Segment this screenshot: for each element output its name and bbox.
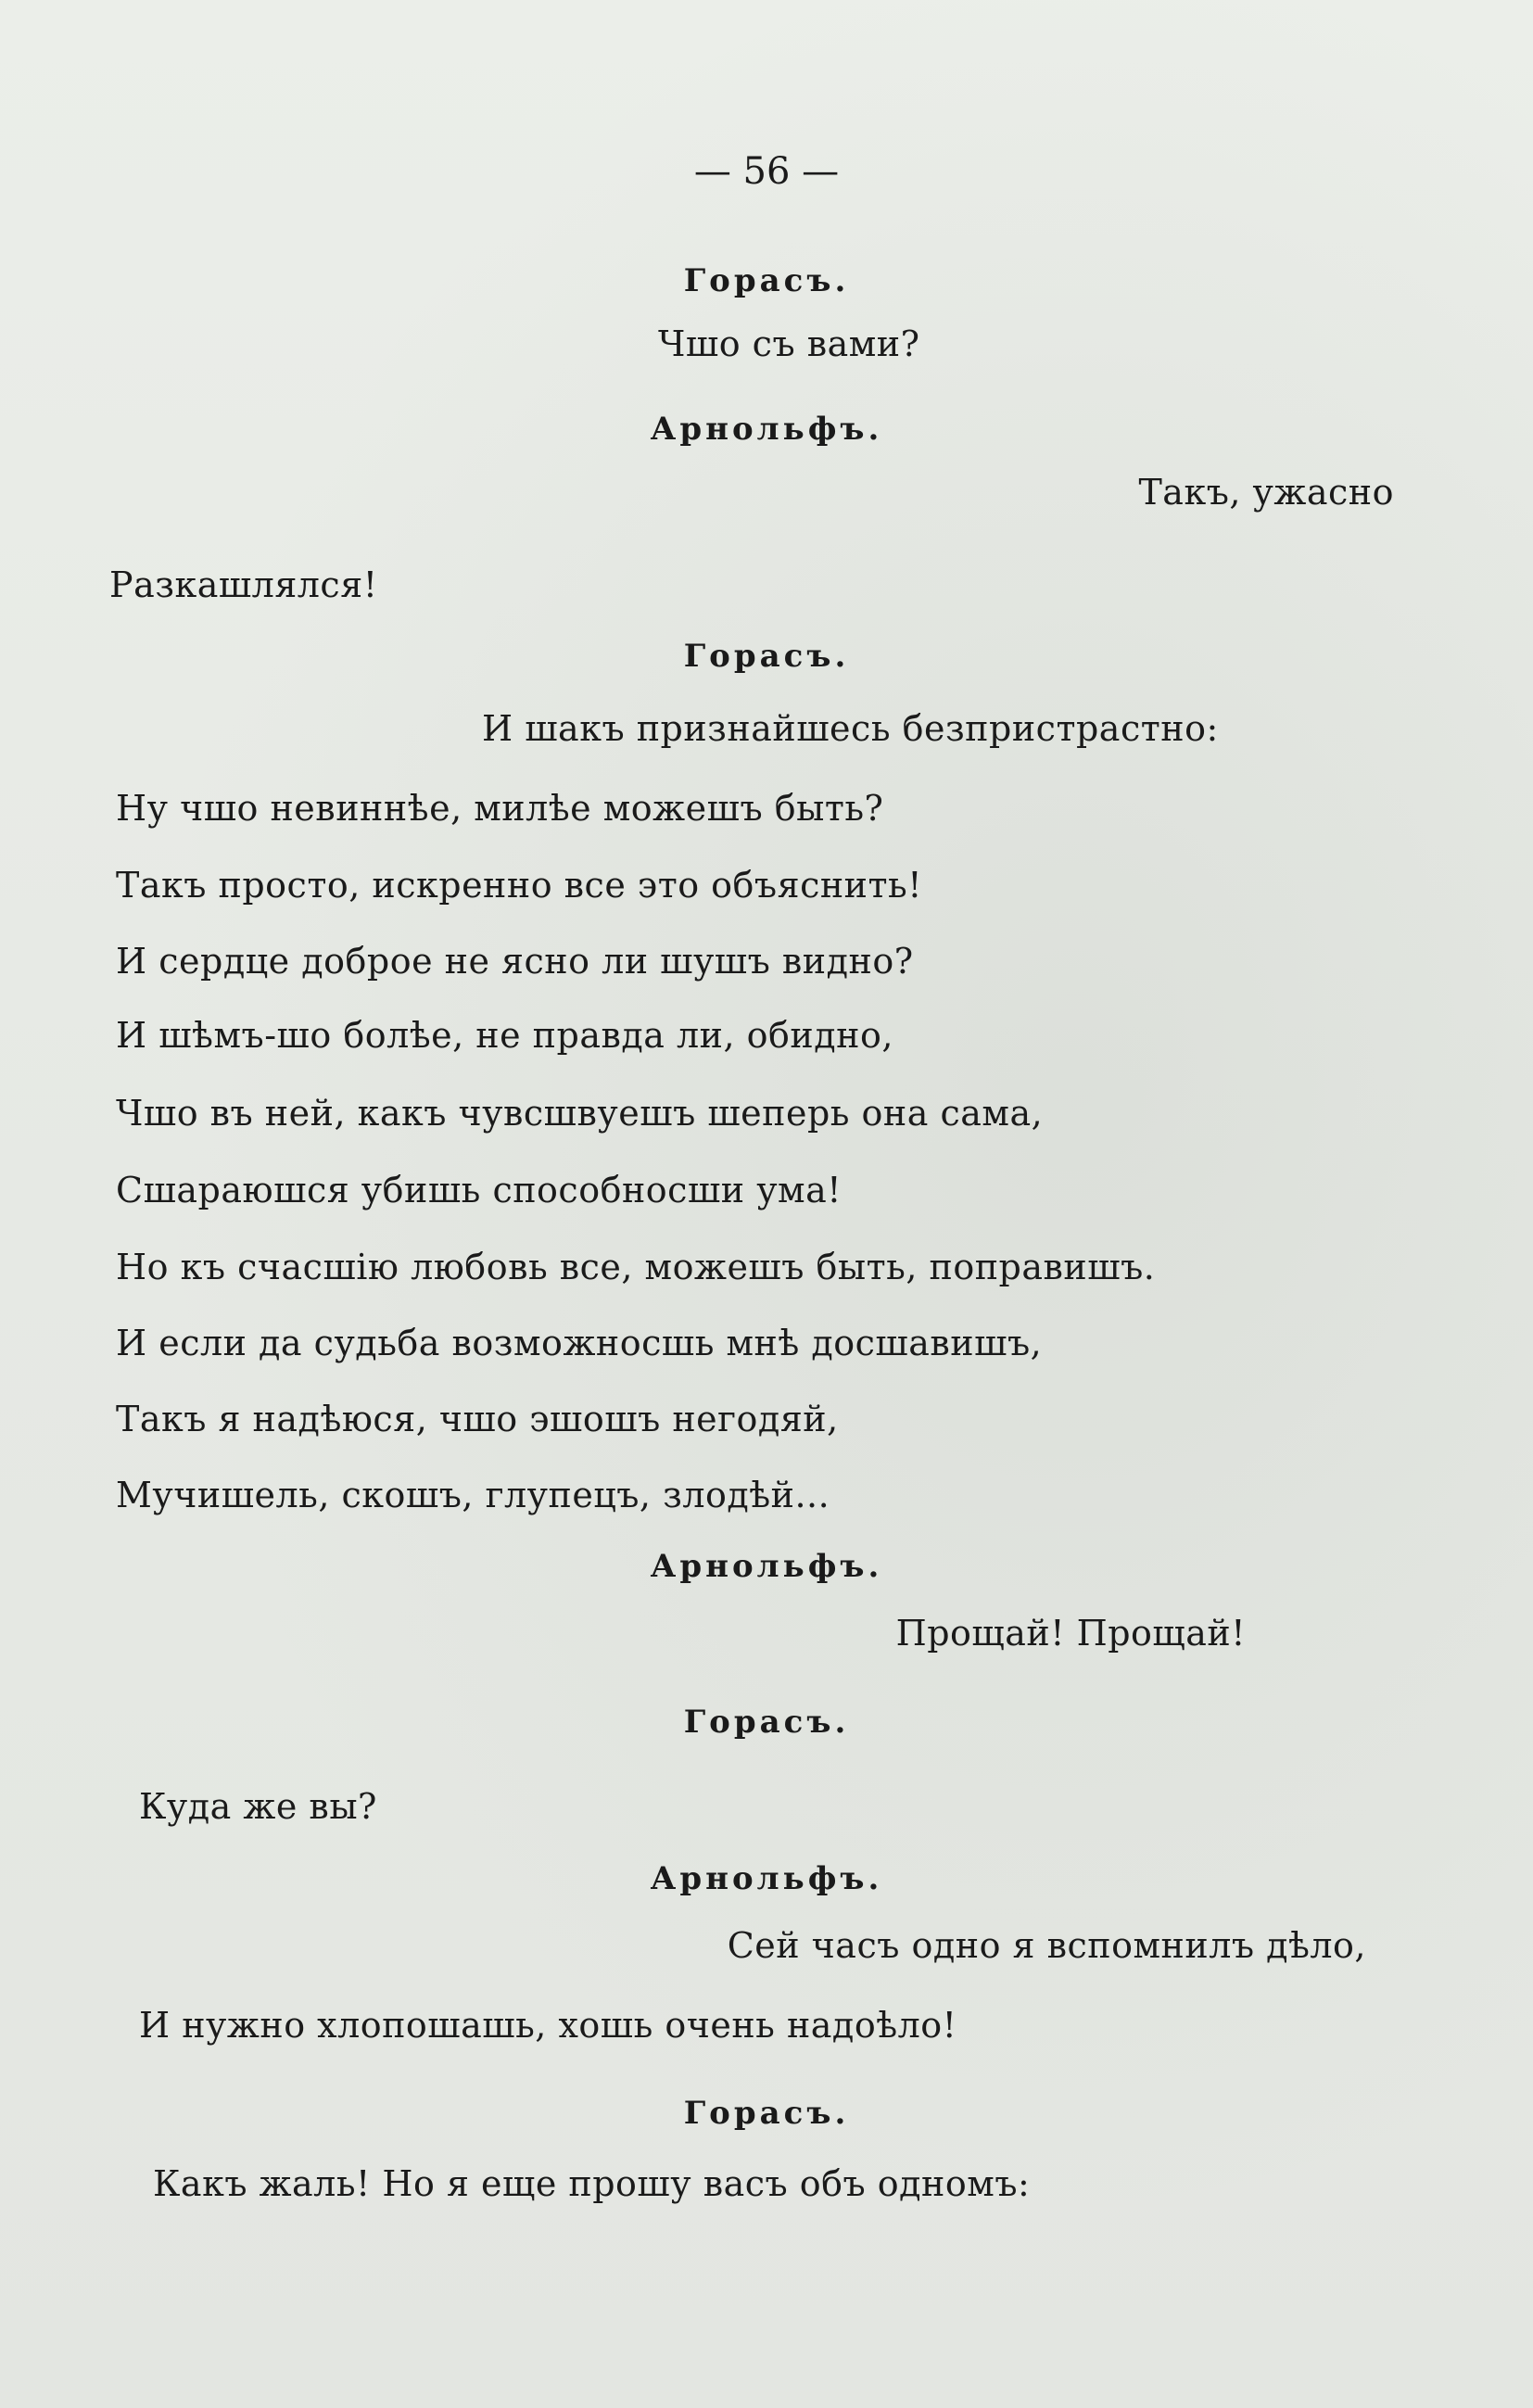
verse-line: И если да судьба возможносшь мнѣ досшавишъ, (116, 1323, 1043, 1363)
verse-line: Чшо въ ней, какъ чувсшвуешъ шеперь она сама, (116, 1093, 1044, 1134)
verse-line: Такъ, ужасно (1138, 472, 1394, 513)
speaker-name: Горасъ. (683, 262, 850, 299)
verse-line: Ну чшо невиннѣе, милѣе можешъ быть? (116, 788, 884, 829)
verse-line: Разкашлялся! (109, 564, 378, 605)
speaker-name: Горасъ. (683, 2095, 850, 2132)
verse-line: И шѣмъ-шо болѣе, не правда ли, обидно, (116, 1015, 893, 1056)
verse-line: Сей часъ одно я вспомнилъ дѣло, (727, 1925, 1366, 1966)
speaker-name: Арнольфъ. (650, 1860, 883, 1897)
verse-line: Такъ я надѣюся, чшо эшошъ негодяй, (116, 1399, 839, 1439)
speaker-name: Арнольфъ. (650, 1548, 883, 1585)
verse-line: Какъ жаль! Но я еще прошу васъ объ одномъ: (153, 2163, 1031, 2204)
speaker-name: Горасъ. (683, 1704, 850, 1741)
page-number: — 56 — (693, 150, 840, 193)
verse-line: Куда же вы? (139, 1786, 377, 1827)
verse-line: Чшо съ вами? (658, 323, 920, 364)
verse-line: Но къ счасшію любовь все, можешъ быть, поправишъ. (116, 1247, 1156, 1287)
verse-line: Такъ просто, искренно все это объяснить! (116, 865, 922, 906)
verse-line: И шакъ признайшесь безпристрастно: (482, 708, 1219, 749)
verse-line: И сердце доброе не ясно ли шушъ видно? (116, 941, 914, 982)
speaker-name: Горасъ. (683, 638, 850, 675)
verse-line: Мучишель, скошъ, глупецъ, злодѣй... (116, 1475, 830, 1515)
verse-line: Сшараюшся убишь способносши ума! (116, 1170, 843, 1210)
verse-line: И нужно хлопошашь, хошь очень надоѣло! (139, 2005, 957, 2046)
verse-line: Прощай! Прощай! (895, 1613, 1246, 1654)
speaker-name: Арнольфъ. (650, 411, 883, 448)
